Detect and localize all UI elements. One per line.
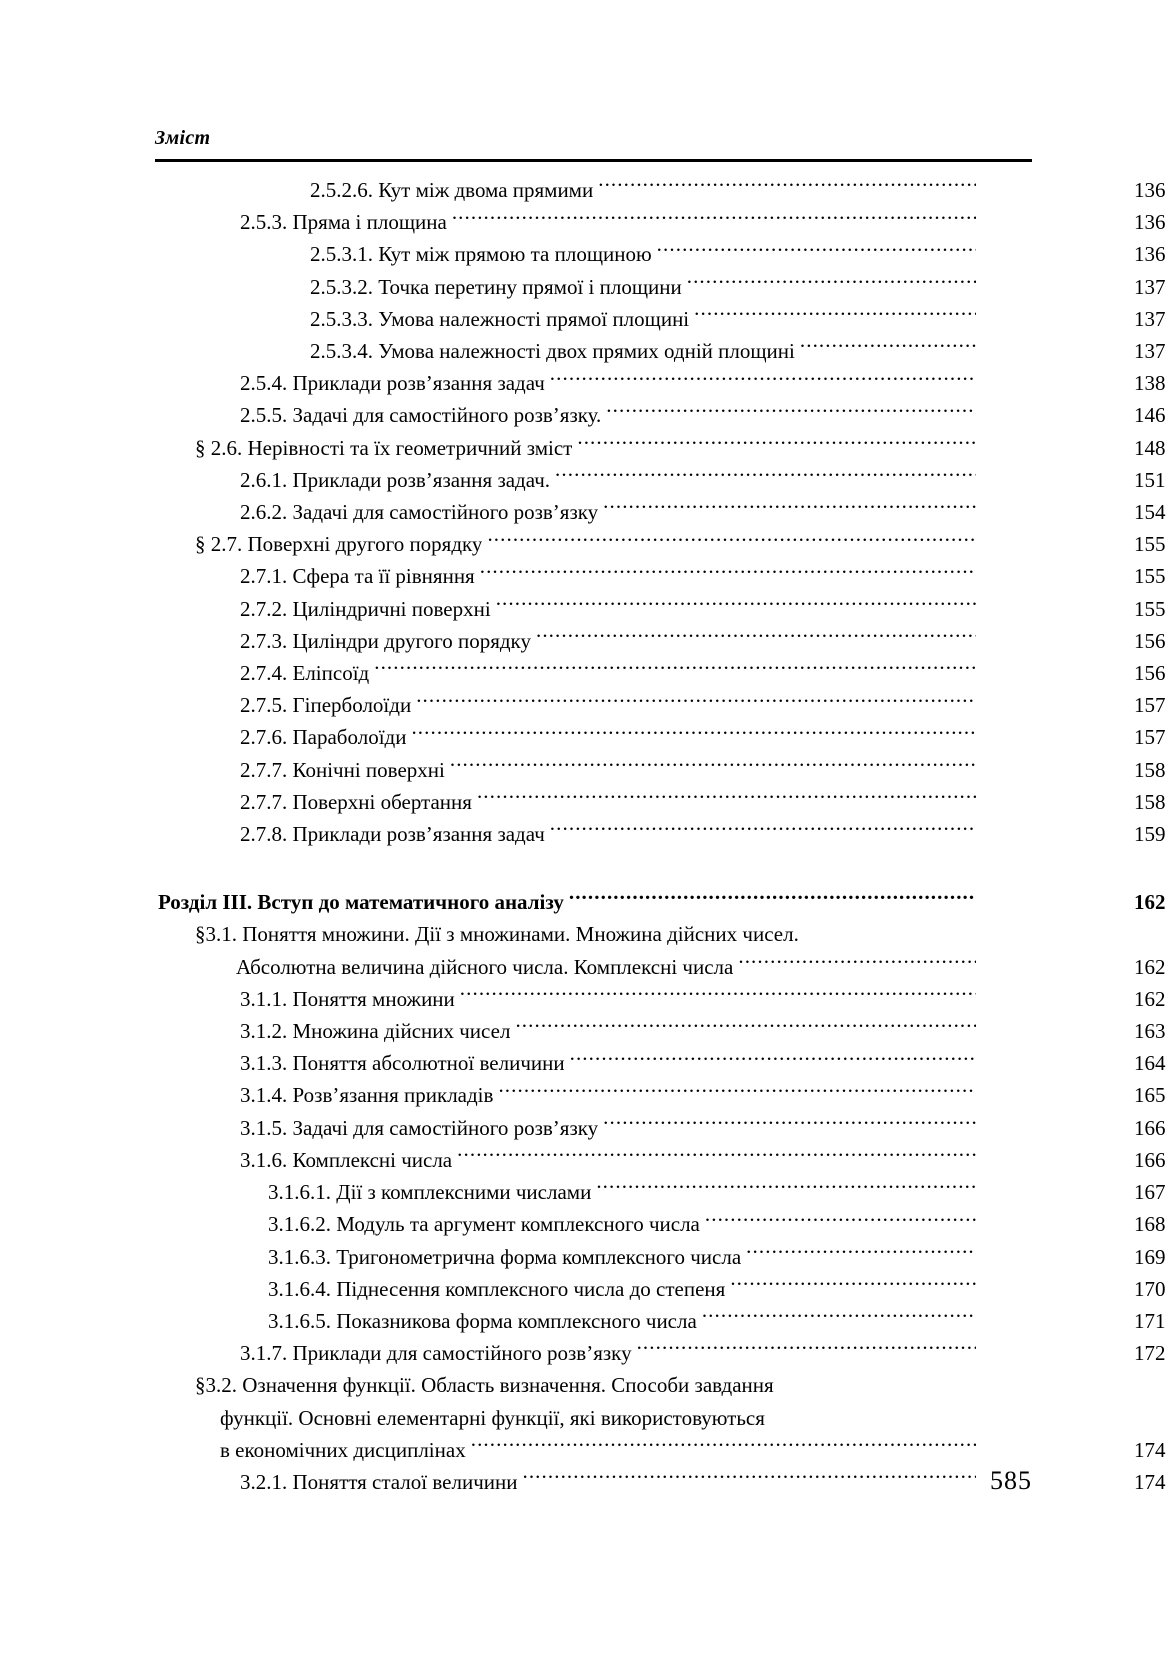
toc-leader-dots xyxy=(746,1243,976,1264)
toc-entry-page-number: 158 xyxy=(1134,789,1166,814)
toc-entry-label: 2.7.8. Приклади розв’язання задач xyxy=(240,822,545,847)
toc-entry-label: 3.1.6.1. Дії з комплексними числами xyxy=(268,1180,592,1205)
toc-entry[interactable] xyxy=(0,983,1167,1015)
toc-leader-dots xyxy=(569,888,976,909)
toc-entry-page-number: 155 xyxy=(1134,596,1166,621)
toc-entry-label: функції. Основні елементарні функції, які використовуються xyxy=(220,1405,765,1430)
toc-entry[interactable] xyxy=(0,1337,1167,1369)
toc-leader-dots xyxy=(800,337,976,358)
toc-entry-label: § 2.7. Поверхні другого порядку xyxy=(195,532,483,557)
toc-entry-label: 3.1.6.2. Модуль та аргумент комплексного числа xyxy=(268,1212,700,1237)
toc-entry-label: в економічних дисциплінах xyxy=(220,1437,466,1462)
toc-entry-page-number: 148 xyxy=(1134,435,1166,460)
toc-leader-dots xyxy=(450,756,976,777)
toc-entry-label: 3.1.6.4. Піднесення комплексного числа до степеня xyxy=(268,1276,726,1301)
toc-entry-page-number: 136 xyxy=(1134,242,1166,267)
toc-leader-dots xyxy=(411,723,976,744)
toc-entry-page-number: 168 xyxy=(1134,1212,1166,1237)
toc-entry-label: 2.5.3.1. Кут між прямою та площиною xyxy=(310,242,652,267)
toc-entry[interactable] xyxy=(0,1047,1167,1079)
toc-leader-dots xyxy=(457,1146,976,1167)
toc-leader-dots xyxy=(460,985,976,1006)
toc-leader-dots xyxy=(515,1017,976,1038)
toc-entry-page-number: 151 xyxy=(1134,467,1166,492)
toc-leader-dots xyxy=(705,1210,976,1231)
toc-entry-page-number: 155 xyxy=(1134,564,1166,589)
toc-entry[interactable] xyxy=(0,1369,1167,1401)
toc-entry-label: 2.7.5. Гіперболоїди xyxy=(240,693,412,718)
toc-entry[interactable] xyxy=(0,1112,1167,1144)
toc-entry-page-number: 166 xyxy=(1134,1115,1166,1140)
toc-entry[interactable] xyxy=(0,886,1167,918)
running-head-title: Зміст xyxy=(155,127,211,149)
toc-entry-label: 2.7.7. Конічні поверхні xyxy=(240,757,445,782)
toc-leader-dots xyxy=(555,466,976,487)
toc-entry[interactable] xyxy=(0,1273,1167,1305)
toc-entry[interactable] xyxy=(0,174,1167,206)
toc-entry-page-number: 162 xyxy=(1134,890,1166,915)
toc-entry-page-number: 172 xyxy=(1134,1341,1166,1366)
toc-leader-dots xyxy=(603,498,976,519)
toc-entry-label: §3.2. Означення функції. Область визначення. Способи завдання xyxy=(195,1373,774,1398)
toc-entry[interactable] xyxy=(0,818,1167,850)
toc-leader-dots xyxy=(487,530,976,551)
toc-entry-label: 2.7.1. Сфера та її рівняння xyxy=(240,564,475,589)
toc-entry-page-number: 170 xyxy=(1134,1276,1166,1301)
toc-entry-label: 2.5.3. Пряма і площина xyxy=(240,210,447,235)
toc-leader-dots xyxy=(687,273,976,294)
toc-leader-dots xyxy=(606,401,976,422)
toc-entry-label: 2.5.3.3. Умова належності прямої площині xyxy=(310,306,690,331)
toc-leader-dots xyxy=(498,1081,976,1102)
toc-leader-dots xyxy=(577,434,976,455)
toc-entry[interactable] xyxy=(0,271,1167,303)
toc-entry-page-number: 158 xyxy=(1134,757,1166,782)
toc-entry-page-number: 136 xyxy=(1134,178,1166,202)
toc-leader-dots xyxy=(570,1049,976,1070)
toc-entry[interactable] xyxy=(0,496,1167,528)
toc-entry-label: §3.1. Поняття множини. Дії з множинами. Множина дійсних чисел. xyxy=(195,922,799,947)
toc-entry[interactable] xyxy=(0,1305,1167,1337)
toc-entry[interactable] xyxy=(0,1434,1167,1466)
toc-leader-dots xyxy=(603,1114,976,1135)
toc-entry-page-number: 174 xyxy=(1134,1437,1166,1462)
toc-entry[interactable] xyxy=(0,657,1167,689)
toc-entry[interactable] xyxy=(0,399,1167,431)
toc-entry[interactable] xyxy=(0,1176,1167,1208)
page-folio: 585 xyxy=(990,1466,1032,1495)
toc-entry[interactable] xyxy=(0,432,1167,464)
toc-entry-label: 2.7.6. Параболоїди xyxy=(240,725,407,750)
table-of-contents xyxy=(0,174,1167,1498)
toc-entry[interactable] xyxy=(0,754,1167,786)
toc-entry-page-number: 167 xyxy=(1134,1180,1166,1205)
toc-entry[interactable] xyxy=(0,464,1167,496)
toc-entry-page-number: 156 xyxy=(1134,661,1166,686)
toc-entry-label: 2.6.1. Приклади розв’язання задач. xyxy=(240,467,551,492)
toc-entry-label: 3.1.6. Комплексні числа xyxy=(240,1147,453,1172)
toc-entry-page-number: 155 xyxy=(1134,532,1166,557)
toc-leader-dots xyxy=(452,208,976,229)
toc-leader-dots xyxy=(496,595,976,616)
toc-entry[interactable] xyxy=(0,1079,1167,1111)
toc-entry[interactable] xyxy=(0,721,1167,753)
toc-leader-dots xyxy=(694,305,976,326)
toc-entry[interactable] xyxy=(0,951,1167,983)
toc-entry-label: 3.1.5. Задачі для самостійного розв’язку xyxy=(240,1115,599,1140)
toc-entry[interactable] xyxy=(0,625,1167,657)
toc-entry-label: 2.7.4. Еліпсоїд xyxy=(240,661,370,686)
toc-entry-label: 3.1.3. Поняття абсолютної величини xyxy=(240,1051,565,1076)
toc-entry-page-number: 157 xyxy=(1134,693,1166,718)
toc-leader-dots xyxy=(596,1178,976,1199)
toc-entry-page-number: 171 xyxy=(1134,1308,1166,1333)
toc-entry-page-number: 159 xyxy=(1134,822,1166,847)
toc-entry[interactable] xyxy=(0,528,1167,560)
toc-entry-label: Абсолютна величина дійсного числа. Комплексні числа xyxy=(236,954,734,979)
toc-entry-label: 2.5.2.6. Кут між двома прямими xyxy=(310,178,594,202)
toc-leader-dots xyxy=(536,627,976,648)
toc-entry[interactable] xyxy=(0,786,1167,818)
toc-entry-label: 2.5.3.2. Точка перетину прямої і площини xyxy=(310,274,682,299)
toc-entry-page-number: 165 xyxy=(1134,1083,1166,1108)
toc-leader-dots xyxy=(374,659,976,680)
toc-leader-dots xyxy=(471,1436,976,1457)
toc-leader-dots xyxy=(550,369,976,390)
toc-entry[interactable] xyxy=(0,1241,1167,1273)
toc-entry-page-number: 164 xyxy=(1134,1051,1166,1076)
header-rule xyxy=(155,159,1032,162)
toc-entry-label: 3.1.2. Множина дійсних чисел xyxy=(240,1019,511,1044)
toc-entry-page-number: 169 xyxy=(1134,1244,1166,1269)
toc-entry-label: § 2.6. Нерівності та їх геометричний зміст xyxy=(195,435,573,460)
toc-entry[interactable] xyxy=(0,206,1167,238)
toc-entry-page-number: 137 xyxy=(1134,339,1166,364)
toc-entry-label: 2.7.2. Циліндричні поверхні xyxy=(240,596,491,621)
toc-entry-label: 3.1.1. Поняття множини xyxy=(240,986,455,1011)
toc-entry-label: 2.5.3.4. Умова належності двох прямих одній площині xyxy=(310,339,795,364)
toc-entry-page-number: 162 xyxy=(1134,954,1166,979)
toc-entry[interactable] xyxy=(0,1144,1167,1176)
toc-entry-page-number: 137 xyxy=(1134,306,1166,331)
toc-entry-page-number: 162 xyxy=(1134,986,1166,1011)
toc-leader-dots xyxy=(416,691,976,712)
toc-entry-page-number: 138 xyxy=(1134,371,1166,396)
toc-entry-page-number: 136 xyxy=(1134,210,1166,235)
toc-entry-label: 3.1.7. Приклади для самостійного розв’язку xyxy=(240,1341,632,1366)
toc-leader-dots xyxy=(702,1307,976,1328)
toc-spacer xyxy=(0,850,1167,886)
toc-leader-dots xyxy=(637,1339,976,1360)
toc-entry[interactable] xyxy=(0,560,1167,592)
toc-entry[interactable] xyxy=(0,303,1167,335)
toc-entry-label: 3.1.6.3. Тригонометрична форма комплексного числа xyxy=(268,1244,742,1269)
toc-leader-dots xyxy=(738,953,976,974)
toc-entry-label: 3.1.4. Розв’язання прикладів xyxy=(240,1083,494,1108)
toc-entry[interactable] xyxy=(0,238,1167,270)
toc-entry[interactable] xyxy=(0,1208,1167,1240)
toc-leader-dots xyxy=(477,788,976,809)
toc-entry[interactable] xyxy=(0,1015,1167,1047)
toc-entry-label: 3.1.6.5. Показникова форма комплексного числа xyxy=(268,1308,697,1333)
toc-entry-page-number: 137 xyxy=(1134,274,1166,299)
toc-entry[interactable] xyxy=(0,1402,1167,1434)
toc-entry-label: 2.7.7. Поверхні обертання xyxy=(240,789,472,814)
toc-leader-dots xyxy=(550,820,976,841)
toc-leader-dots xyxy=(598,176,976,197)
toc-entry-page-number: 157 xyxy=(1134,725,1166,750)
toc-entry-page-number: 174 xyxy=(1134,1469,1166,1494)
toc-leader-dots xyxy=(480,562,976,583)
toc-leader-dots xyxy=(730,1275,976,1296)
toc-entry[interactable] xyxy=(0,593,1167,625)
toc-entry[interactable] xyxy=(0,689,1167,721)
toc-entry-page-number: 163 xyxy=(1134,1019,1166,1044)
toc-entry-label: 2.7.3. Циліндри другого порядку xyxy=(240,628,531,653)
toc-entry[interactable] xyxy=(0,335,1167,367)
toc-entry-label: 2.6.2. Задачі для самостійного розв’язку xyxy=(240,500,599,525)
toc-entry-label: 2.5.5. Задачі для самостійного розв’язку. xyxy=(240,403,602,428)
toc-entry-page-number: 156 xyxy=(1134,628,1166,653)
toc-entry-page-number: 166 xyxy=(1134,1147,1166,1172)
toc-entry-page-number: 154 xyxy=(1134,500,1166,525)
toc-entry-page-number: 146 xyxy=(1134,403,1166,428)
toc-entry[interactable] xyxy=(0,918,1167,950)
toc-entry-label: Розділ III. Вступ до математичного аналізу xyxy=(158,890,564,915)
toc-entry-label: 3.2.1. Поняття сталої величини xyxy=(240,1469,518,1494)
running-head xyxy=(155,126,1035,150)
toc-entry[interactable] xyxy=(0,367,1167,399)
toc-entry-label: 2.5.4. Приклади розв’язання задач xyxy=(240,371,545,396)
toc-leader-dots xyxy=(657,240,976,261)
